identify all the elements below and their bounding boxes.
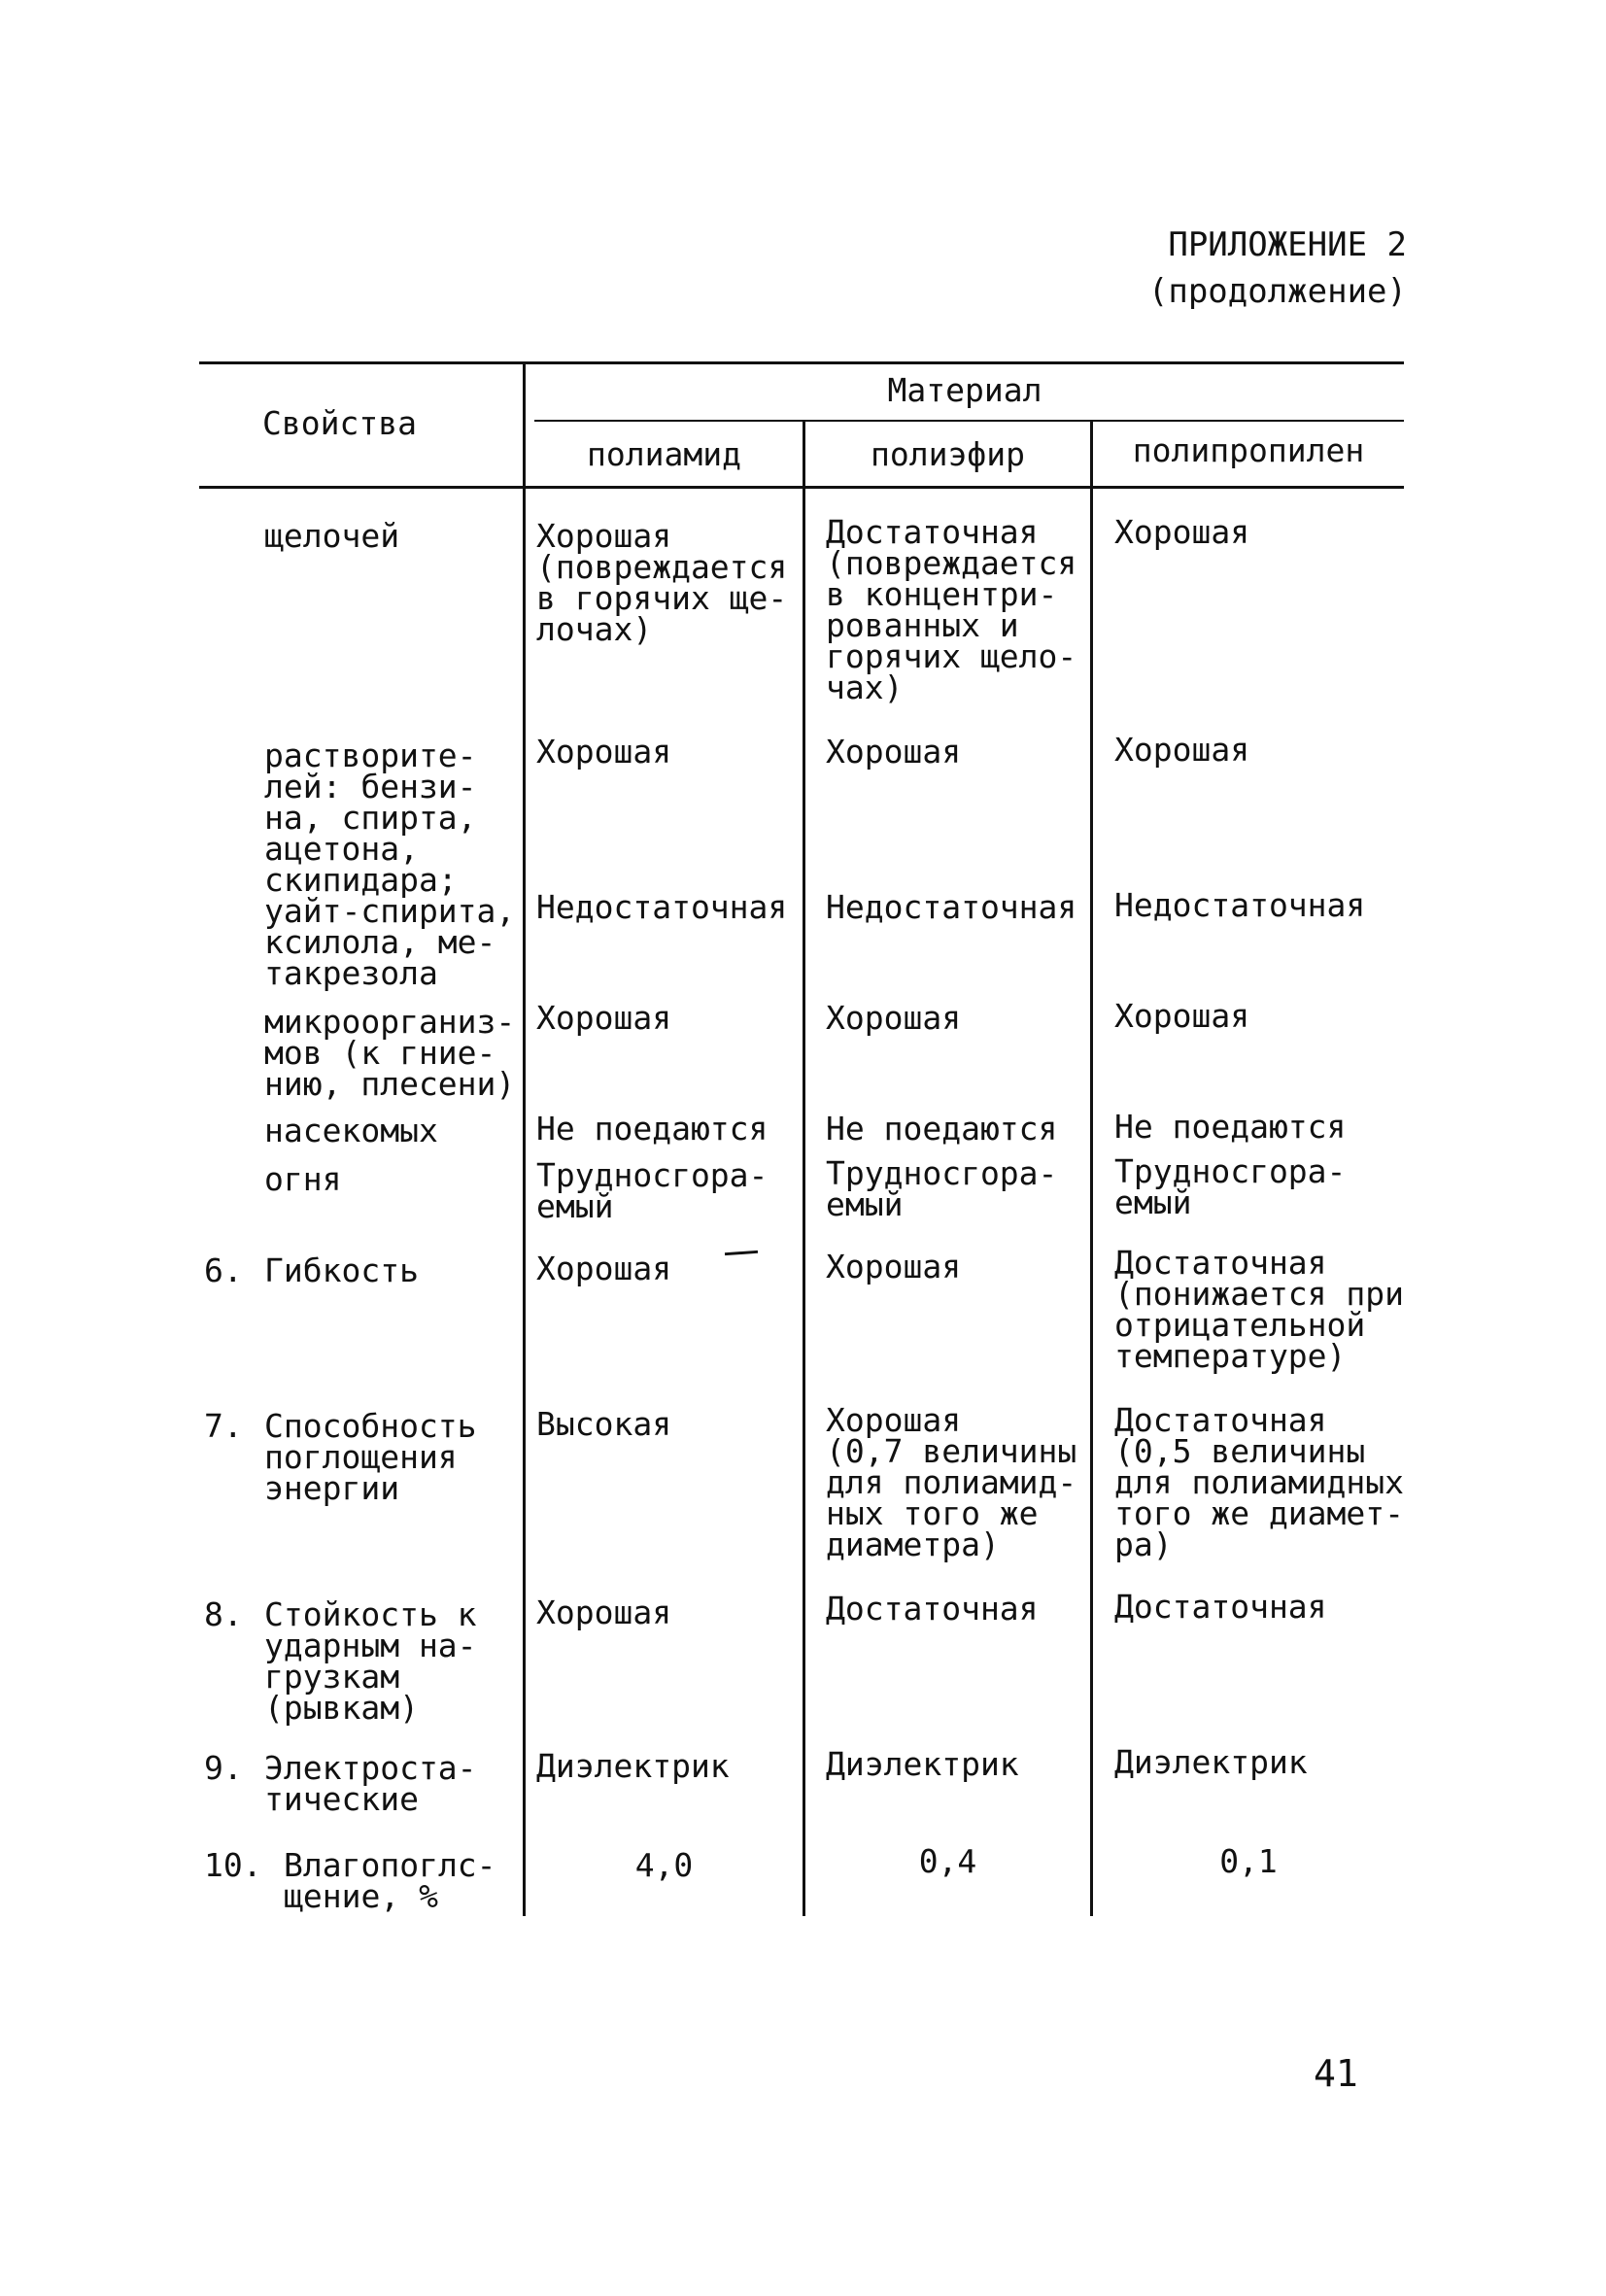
column-header-polypropylene: полипропилен [1132, 431, 1365, 469]
value-cell-polyamide: Высокая [536, 1405, 672, 1443]
property-cell: огня [264, 1160, 342, 1198]
value-cell-polyester: Диэлектрик [826, 1745, 1019, 1783]
row-number: 6. [204, 1251, 243, 1289]
property-cell: микроорганиз- мов (к гние- нию, плесени) [264, 1003, 516, 1103]
page-number: 41 [1314, 2052, 1358, 2095]
column-divider-1 [523, 361, 526, 1916]
property-cell: уайт-спирита, ксилола, ме- такрезола [264, 892, 516, 992]
appendix-title: ПРИЛОЖЕНИЕ 2 [1168, 225, 1407, 264]
value-cell-polyamide: 4,0 [634, 1846, 694, 1884]
property-cell: Способность поглощения энергии [264, 1407, 477, 1507]
column-header-polyester: полиэфир [871, 435, 1025, 473]
value-cell-polyester: Хорошая (0,7 величины для полиамид- ных того же диаметра) [826, 1401, 1077, 1563]
row-number: 8. [204, 1595, 243, 1633]
column-divider-3 [1090, 422, 1093, 1916]
value-cell-polypropylene: Достаточная (0,5 величины для полиамидных того же диамет- ра) [1114, 1401, 1405, 1563]
column-divider-2 [803, 422, 805, 1916]
property-cell: насекомых [264, 1112, 438, 1149]
table-top-rule [199, 361, 1404, 364]
value-cell-polyamide: Хорошая (повреждается в горячих ще- лочах) [536, 517, 788, 648]
property-cell: Стойкость к ударным на- грузкам (рывкам) [264, 1595, 477, 1727]
value-cell-polypropylene: Хорошая [1114, 997, 1250, 1035]
property-cell: Гибкость [264, 1251, 419, 1289]
value-cell-polypropylene: Трудносгора- емый [1114, 1152, 1347, 1221]
value-cell-polypropylene: Достаточная [1114, 1588, 1327, 1626]
value-cell-polyamide: Трудносгора- емый [536, 1156, 769, 1225]
material-header-rule [534, 420, 1404, 422]
property-cell: Электроста- тические [264, 1749, 477, 1818]
value-cell-polyester: Не поедаются [826, 1110, 1058, 1148]
value-cell-polyester: Хорошая [826, 1248, 962, 1285]
value-cell-polypropylene: Не поедаются [1114, 1108, 1347, 1146]
value-cell-polypropylene: Диэлектрик [1114, 1743, 1308, 1781]
value-cell-polyamide: Хорошая [536, 1593, 672, 1631]
value-cell-polyester: Достаточная [826, 1590, 1039, 1628]
value-cell-polypropylene: Хорошая [1114, 513, 1250, 551]
row-number: 10. [204, 1846, 262, 1884]
property-cell: Влагопоглс- щение, % [284, 1846, 496, 1915]
appendix-subtitle: (продолжение) [1147, 272, 1407, 311]
header-bottom-rule [199, 486, 1404, 489]
value-cell-polyester: Хорошая [826, 733, 962, 771]
value-cell-polyester: Недостаточная [826, 888, 1077, 926]
value-cell-polyester: Достаточная (повреждается в концентри- рованных и горячих щело- чах) [826, 513, 1077, 706]
value-cell-polypropylene: Недостаточная [1114, 886, 1366, 924]
value-cell-polyester: Хорошая [826, 999, 962, 1037]
column-header-material: Материал [887, 371, 1042, 409]
value-cell-polypropylene: Хорошая [1114, 731, 1250, 769]
value-cell-polyamide: Диэлектрик [536, 1747, 730, 1785]
value-cell-polyester: Трудносгора- емый [826, 1154, 1058, 1223]
property-cell: растворите- лей: бензи- на, спирта, ацетона, скипидара; [264, 737, 477, 899]
value-cell-polyamide: Хорошая [536, 733, 672, 771]
value-cell-polyester: 0,4 [918, 1842, 977, 1880]
stray-mark [725, 1251, 758, 1255]
row-number: 7. [204, 1407, 243, 1445]
property-cell: щелочей [264, 517, 400, 555]
value-cell-polyamide: Недостаточная [536, 888, 788, 926]
column-header-properties: Свойства [262, 404, 417, 442]
value-cell-polypropylene: Достаточная (понижается при отрицательной температуре) [1114, 1244, 1405, 1375]
value-cell-polyamide: Хорошая [536, 1250, 672, 1287]
value-cell-polyamide: Хорошая [536, 999, 672, 1037]
value-cell-polypropylene: 0,1 [1219, 1842, 1278, 1880]
value-cell-polyamide: Не поедаются [536, 1110, 769, 1148]
row-number: 9. [204, 1749, 243, 1787]
column-header-polyamide: полиамид [587, 435, 741, 473]
